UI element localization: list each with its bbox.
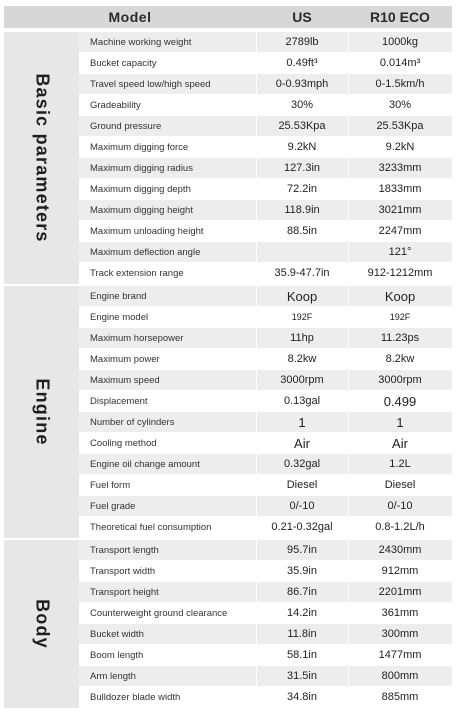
value-us: 72.2in — [287, 183, 317, 195]
param-name: Theoretical fuel consumption — [90, 522, 212, 533]
value-eco: 1.2L — [389, 458, 411, 470]
param-name: Transport length — [90, 545, 159, 556]
value-eco: 912-1212mm — [367, 267, 433, 279]
table-row — [79, 116, 452, 137]
value-eco: 1000kg — [381, 36, 419, 48]
table-row — [79, 540, 452, 561]
param-name: Engine oil change amount — [90, 459, 200, 470]
table-row — [79, 666, 452, 687]
table-row — [79, 179, 452, 200]
section-side-panel — [4, 32, 79, 284]
table-row — [79, 454, 452, 475]
value-eco: 25.53Kpa — [376, 120, 424, 132]
value-us: 86.7in — [287, 586, 317, 598]
table-row — [79, 349, 452, 370]
table-row — [79, 32, 452, 53]
value-eco: 121° — [388, 246, 412, 258]
value-us: 0.32gal — [283, 458, 321, 470]
param-name: Maximum speed — [90, 375, 160, 386]
section-label: Engine — [32, 378, 52, 446]
value-eco: 0.014m³ — [379, 57, 421, 69]
table-row — [79, 242, 452, 263]
param-name: Boom length — [90, 650, 144, 661]
table-row — [79, 370, 452, 391]
table-row — [79, 328, 452, 349]
value-eco: 9.2kN — [385, 141, 415, 153]
header-model: Model — [108, 9, 152, 25]
section-side-panel — [4, 540, 79, 708]
value-us: Diesel — [286, 479, 318, 491]
value-us: 35.9-47.7in — [274, 267, 330, 279]
value-us: 11hp — [290, 332, 314, 344]
table-row — [79, 74, 452, 95]
value-us: 31.5in — [287, 670, 317, 682]
param-name: Ground pressure — [90, 121, 162, 132]
value-eco: 2430mm — [378, 544, 422, 556]
param-name: Displacement — [90, 396, 148, 407]
param-name: Maximum horsepower — [90, 333, 184, 344]
table-row — [79, 307, 452, 328]
value-us: 0.13gal — [283, 395, 321, 407]
value-us — [256, 242, 348, 263]
section-rows — [79, 32, 452, 284]
table-row — [79, 53, 452, 74]
table-row — [79, 391, 452, 412]
value-us: Koop — [286, 289, 318, 304]
param-name: Maximum deflection angle — [90, 247, 201, 258]
value-eco: 3021mm — [378, 204, 422, 216]
value-us: Air — [294, 436, 310, 451]
value-us: 25.53Kpa — [278, 120, 326, 132]
param-name: Maximum digging force — [90, 142, 189, 153]
value-eco: 30% — [388, 99, 412, 111]
table-row — [79, 496, 452, 517]
value-us: 34.8in — [287, 691, 317, 703]
param-name: Travel speed low/high speed — [90, 79, 211, 90]
value-us: 1 — [298, 415, 306, 430]
value-us: 2789lb — [285, 36, 319, 48]
value-eco: Koop — [384, 289, 416, 304]
value-us: 0.49ft³ — [286, 57, 318, 69]
value-eco: 0.499 — [383, 394, 417, 409]
value-us: 14.2in — [287, 607, 317, 619]
header-us: US — [292, 9, 312, 25]
param-name: Counterweight ground clearance — [90, 608, 228, 619]
value-us: 3000rpm — [280, 374, 324, 386]
param-name: Transport width — [90, 566, 156, 577]
param-name: Bucket capacity — [90, 58, 157, 69]
value-eco: 11.23ps — [380, 332, 420, 344]
section-2 — [4, 540, 452, 708]
value-eco: Diesel — [384, 479, 416, 491]
table-row — [79, 561, 452, 582]
value-us: 0.21-0.32gal — [271, 521, 333, 533]
value-eco: 1833mm — [378, 183, 422, 195]
param-name: Machine working weight — [90, 37, 192, 48]
value-us: 35.9in — [287, 565, 317, 577]
table-row — [79, 687, 452, 708]
section-1 — [4, 286, 452, 538]
param-name: Engine model — [90, 312, 149, 323]
section-0 — [4, 32, 452, 284]
value-eco: 2247mm — [378, 225, 422, 237]
param-name: Track extension range — [90, 268, 184, 279]
param-name: Bulldozer blade width — [90, 692, 181, 703]
table-row — [79, 221, 452, 242]
value-eco: 0/-10 — [387, 500, 413, 512]
value-eco: 8.2kw — [385, 353, 415, 365]
value-us: 8.2kw — [287, 353, 317, 365]
table-row — [79, 475, 452, 496]
value-us: 9.2kN — [287, 141, 317, 153]
value-us: 0-0.93mph — [275, 78, 329, 90]
value-us: 58.1in — [287, 649, 317, 661]
value-eco: 885mm — [381, 691, 419, 703]
param-name: Engine brand — [90, 291, 147, 302]
value-us: 127.3in — [283, 162, 321, 174]
value-eco: 1477mm — [378, 649, 422, 661]
value-us: 88.5in — [287, 225, 317, 237]
header-eco: R10 ECO — [370, 9, 430, 25]
param-name: Maximum power — [90, 354, 160, 365]
value-us: 0/-10 — [289, 500, 315, 512]
param-name: Fuel grade — [90, 501, 136, 512]
param-name: Transport height — [90, 587, 159, 598]
section-label: Body — [32, 599, 52, 649]
value-eco: 912mm — [381, 565, 419, 577]
section-rows — [79, 540, 452, 708]
param-name: Maximum digging depth — [90, 184, 191, 195]
value-us: 118.9in — [284, 204, 320, 216]
value-eco: 3000rpm — [378, 374, 422, 386]
value-eco: 0-1.5km/h — [375, 78, 425, 90]
value-eco: 1 — [396, 415, 404, 430]
table-row — [79, 158, 452, 179]
value-eco: 2201mm — [378, 586, 422, 598]
table-row — [79, 200, 452, 221]
value-eco: 361mm — [381, 607, 419, 619]
value-eco: Air — [392, 436, 408, 451]
table-row — [79, 137, 452, 158]
param-name: Maximum unloading height — [90, 226, 204, 237]
param-name: Maximum digging height — [90, 205, 193, 216]
table-row — [79, 412, 452, 433]
param-name: Fuel form — [90, 480, 131, 491]
value-us: 30% — [290, 99, 314, 111]
value-eco: 192F — [389, 312, 411, 322]
table-row — [79, 582, 452, 603]
table-row — [79, 95, 452, 116]
table-header — [4, 6, 452, 28]
section-rows — [79, 286, 452, 538]
param-name: Gradeability — [90, 100, 141, 111]
table-row — [79, 433, 452, 454]
param-name: Cooling method — [90, 438, 157, 449]
value-us: 11.8in — [287, 628, 317, 640]
table-row — [79, 624, 452, 645]
value-us: 192F — [291, 312, 313, 322]
value-eco: 3233mm — [378, 162, 422, 174]
section-label: Basic parameters — [32, 73, 52, 243]
value-us: 95.7in — [287, 544, 317, 556]
param-name: Arm length — [90, 671, 136, 682]
param-name: Number of cylinders — [90, 417, 175, 428]
value-eco: 300mm — [381, 628, 419, 640]
table-row — [79, 645, 452, 666]
table-row — [79, 286, 452, 307]
table-row — [79, 263, 452, 284]
param-name: Bucket width — [90, 629, 144, 640]
table-row — [79, 603, 452, 624]
section-side-panel — [4, 286, 79, 538]
param-name: Maximum digging radius — [90, 163, 193, 174]
value-eco: 0.8-1.2L/h — [375, 521, 425, 533]
table-row — [79, 517, 452, 538]
value-eco: 800mm — [381, 670, 419, 682]
